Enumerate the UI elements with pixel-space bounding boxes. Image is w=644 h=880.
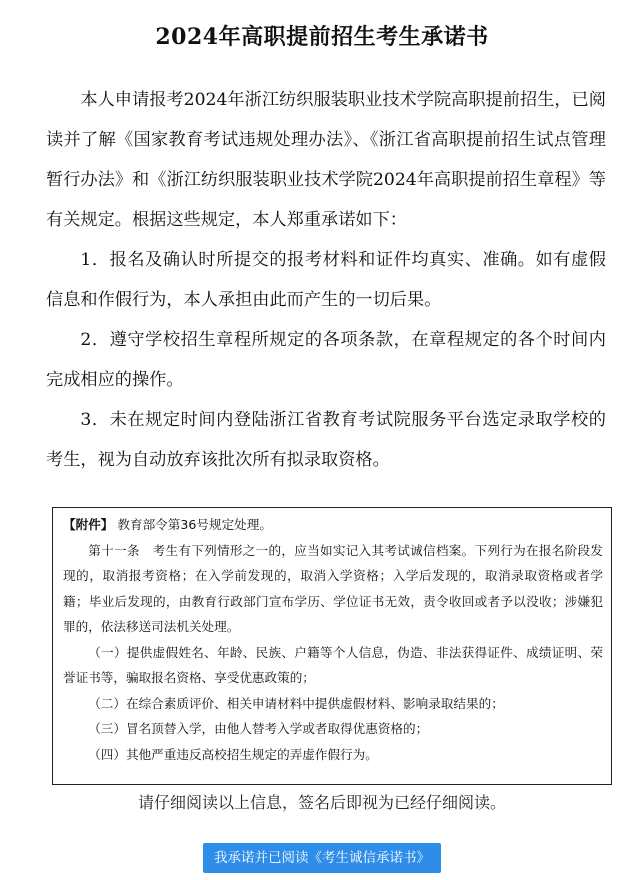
article-eleven: 第十一条 考生有下列情形之一的，应当如实记入其考试诚信档案。下列行为在报名阶段发现的，取消报考资格；在入学前发现的，取消入学资格；入学后发现的，取消录取资格或者学籍；毕业后发现的，由教育行政部门宣布学历、学位证书无效，责令收回或者予以没收；涉嫌犯罪的，依法移送司法机关处理。: [63, 542, 603, 634]
attachment-tag: 【附件】: [63, 517, 114, 532]
notice-head: 教育部令第36号规定处理。: [117, 517, 272, 532]
clause-1: （一）提供虚假姓名、年龄、民族、户籍等个人信息，伪造、非法获得证件、成绩证明、荣誉证书等，骗取报名资格、享受优惠政策的；: [63, 644, 603, 685]
clause-4: （四）其他严重违反高校招生规定的弄虚作假行为。: [88, 746, 378, 762]
commitment-item-3: 3．未在规定时间内登陆浙江省教育考试院服务平台选定录取学校的考生，视为自动放弃该批次所有拟录取资格。: [46, 410, 606, 470]
notice-head-line: [63, 512, 603, 538]
regulation-notice-box: [52, 507, 612, 785]
clause-3: （三）冒名顶替入学，由他人替考入学或者取得优惠资格的；: [88, 721, 429, 736]
clause-2: （二）在综合素质评价、相关申请材料中提供虚假材料、影响录取结果的；: [88, 695, 504, 711]
confirm-commitment-button[interactable]: 我承诺并已阅读《考生诚信承诺书》: [203, 843, 441, 873]
page-title: 2024年高职提前招生考生承诺书: [155, 24, 489, 50]
commitment-item-2: 2．遵守学校招生章程所规定的各项条款，在章程规定的各个时间内完成相应的操作。: [46, 330, 606, 390]
read-confirmation-note: 请仔细阅读以上信息，签名后即视为已经仔细阅读。: [137, 793, 506, 812]
commitment-item-1: 1．报名及确认时所提交的报考材料和证件均真实、准确。如有虚假信息和作假行为，本人承担由此而产生的一切后果。: [46, 250, 606, 310]
commitment-body: [46, 80, 606, 480]
intro-paragraph: 本人申请报考2024年浙江纺织服装职业技术学院高职提前招生，已阅读并了解《国家教育考试违规处理办法》、《浙江省高职提前招生试点管理暂行办法》和《浙江纺织服装职业技术学院2024年高职提前招生章程》等有关规定。根据这些规定，本人郑重承诺如下：: [46, 90, 606, 230]
